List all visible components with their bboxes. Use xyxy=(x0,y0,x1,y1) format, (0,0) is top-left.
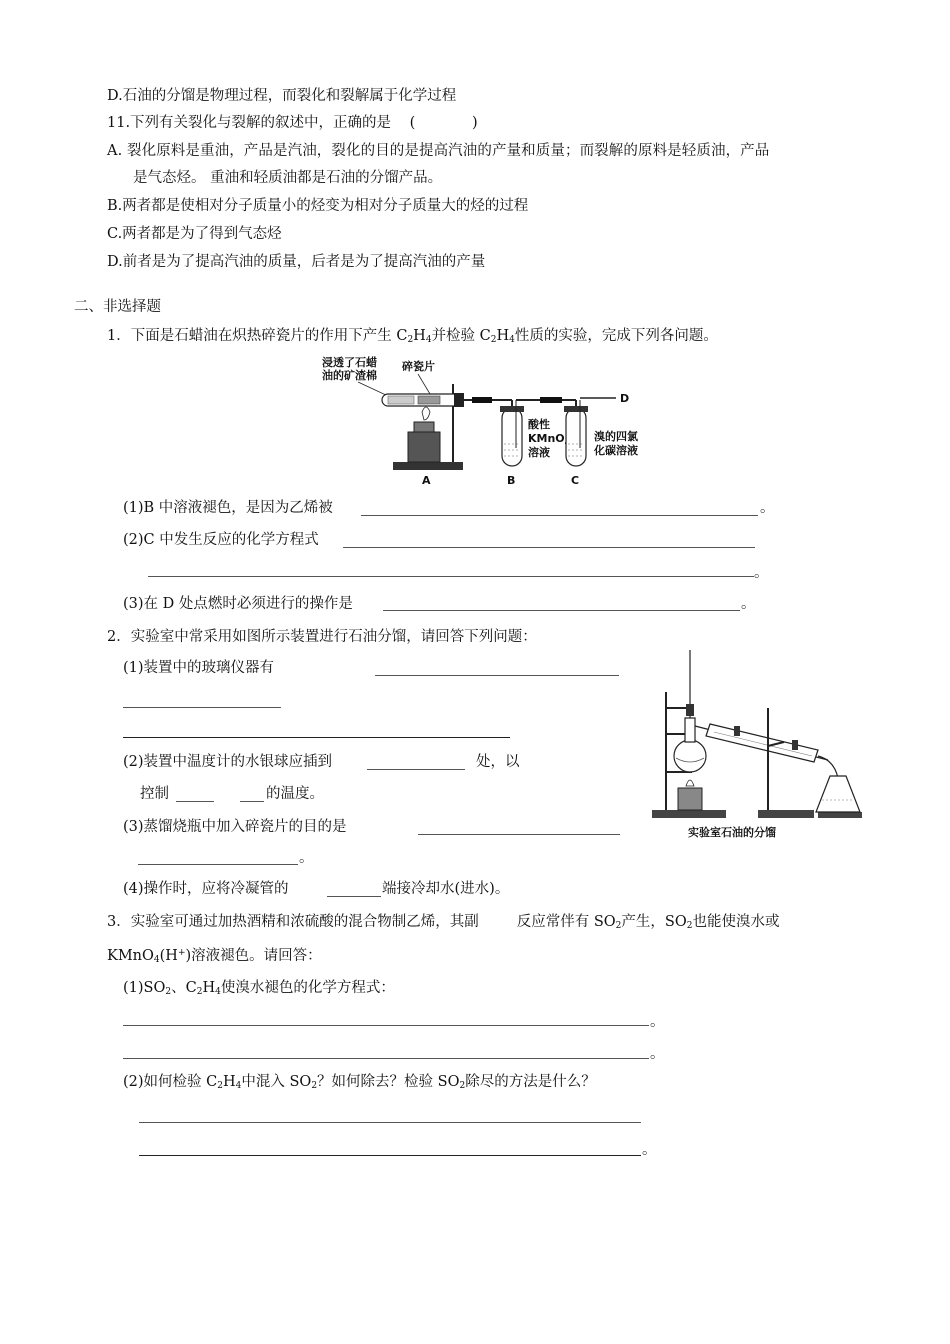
fig1-label-br-2: 化碳溶液 xyxy=(594,444,638,457)
p2-q4-end: 端接冷却水(进水)。 xyxy=(382,881,510,897)
section-title: 二、非选择题 xyxy=(74,299,161,315)
p3-sub: 2 xyxy=(615,921,622,931)
fig2-burner xyxy=(678,788,702,810)
fig2-caption: 实验室石油的分馏 xyxy=(688,826,776,839)
p3-q1-d: 使溴水褪色的化学方程式： xyxy=(220,980,395,996)
p1-stem-d: H xyxy=(496,328,510,344)
p1-stem-b: H xyxy=(413,328,426,344)
p3-sub: 2 xyxy=(196,987,203,997)
p3-stem-1d: 也能使溴水或 xyxy=(692,914,780,930)
p3-sub: 2 xyxy=(217,1081,223,1091)
fig1-tube-b xyxy=(502,408,522,466)
p1-q2-label: (2)C 中发生反应的化学方程式 xyxy=(123,532,319,548)
p3-stem-2b: (H xyxy=(159,948,178,964)
p3-stem-line2 xyxy=(107,943,322,970)
p2-q1-answer-blank-3[interactable] xyxy=(123,737,510,738)
p2-q1-label: (1)装置中的玻璃仪器有 xyxy=(123,660,275,676)
fig1-label-wool-1: 浸透了石蜡 xyxy=(322,356,377,369)
p1-q1-answer-blank[interactable] xyxy=(361,515,758,516)
p3-q1-c: H xyxy=(202,980,216,996)
q11-option-d: D.前者是为了提高汽油的质量，后者是为了提高汽油的产量 xyxy=(107,254,486,270)
p1-q3-label: (3)在 D 处点燃时必须进行的操作是 xyxy=(123,596,353,612)
p1-stem-e: 性质的实验，完成下列各问题。 xyxy=(514,328,718,344)
p3-sub: 4 xyxy=(215,987,221,997)
fig1-label-chips: 碎瓷片 xyxy=(402,360,435,373)
p2-q3-end: 。 xyxy=(299,850,314,866)
p1-q2-answer-blank-2[interactable] xyxy=(148,576,754,577)
p3-q1-b: 、C xyxy=(171,980,197,996)
p3-q2-c: 中混入 SO xyxy=(241,1074,312,1090)
p1-q2-end: 。 xyxy=(754,565,769,581)
p2-q1-answer-blank-2[interactable] xyxy=(123,707,281,708)
p1-sub: 2 xyxy=(490,335,497,345)
q11-option-a-line1: A. 裂化原料是重油，产品是汽油，裂化的目的是提高汽油的产量和质量；而裂解的原料是轻质油，产品 xyxy=(107,143,770,159)
p1-stem xyxy=(107,326,718,350)
p2-q2-mid: 处，以 xyxy=(476,754,520,770)
p1-sub: 4 xyxy=(509,335,515,345)
fig1-label-br-1: 溴的四氯 xyxy=(594,430,638,443)
p3-sub: 2 xyxy=(459,1081,466,1091)
p3-q1-end-2: 。 xyxy=(650,1046,665,1062)
q11-paren-close: ) xyxy=(471,115,478,131)
fig2-stand-base-right xyxy=(758,810,814,818)
fig1-label-a: A xyxy=(422,474,431,487)
p2-q4-label: (4)操作时，应将冷凝管的 xyxy=(123,881,289,897)
fig2-stand-base-left xyxy=(652,810,726,818)
p3-q2-e: 除尽的方法是什么？ xyxy=(465,1074,596,1090)
p3-stem-1b: 反应常伴有 SO xyxy=(516,914,616,930)
fig1-label-kmno4 xyxy=(528,432,571,447)
p2-q3-label: (3)蒸馏烧瓶中加入碎瓷片的目的是 xyxy=(123,819,347,835)
fig1-label-c: C xyxy=(571,474,580,487)
p2-q2-answer-blank-2[interactable] xyxy=(176,801,214,802)
q11-stem xyxy=(107,113,478,133)
p3-sup: + xyxy=(177,948,186,958)
p1-q3-answer-blank[interactable] xyxy=(383,610,740,611)
p3-stem-2a: KMnO xyxy=(107,948,154,964)
p2-q2-line2-a: 控制 xyxy=(140,786,169,802)
fig1-label-solution: 溶液 xyxy=(528,446,550,459)
p2-q3-answer-blank-1[interactable] xyxy=(418,834,620,835)
p2-q2-answer-blank-3[interactable] xyxy=(240,801,264,802)
p1-q1-end: 。 xyxy=(760,500,775,516)
p3-q2-a: (2)如何检验 C xyxy=(123,1074,218,1090)
fig1-label-d: D xyxy=(620,392,630,405)
p2-q3-answer-blank-2[interactable] xyxy=(138,864,298,865)
q11-paren-open: ( xyxy=(409,115,416,131)
fig2-condenser xyxy=(706,724,818,762)
p3-q2-label xyxy=(123,1072,596,1096)
p2-q1-answer-blank-1[interactable] xyxy=(375,675,619,676)
p3-q1-label xyxy=(123,978,395,1002)
ethylene-apparatus-figure xyxy=(318,352,658,487)
p3-stem-line1 xyxy=(107,912,779,936)
p2-q2-line2-b: 的温度。 xyxy=(266,786,324,802)
p3-sub: 4 xyxy=(153,955,160,965)
p1-q2-answer-blank-1[interactable] xyxy=(343,547,755,548)
p3-stem-1c: 产生，SO xyxy=(621,914,687,930)
p2-q4-answer-blank[interactable] xyxy=(327,896,381,897)
fig2-flask xyxy=(674,740,706,772)
q11-stem-text: 11.下列有关裂化与裂解的叙述中，正确的是 xyxy=(107,115,392,131)
distillation-apparatus-figure xyxy=(648,648,870,844)
p1-q1-label: (1)B 中溶液褪色，是因为乙烯被 xyxy=(123,500,333,516)
fig1-label-b: B xyxy=(507,474,516,487)
p3-sub: 2 xyxy=(165,987,172,997)
p1-q3-end: 。 xyxy=(741,596,756,612)
fig2-conical-flask xyxy=(816,776,860,812)
fig1-heater xyxy=(408,432,440,462)
p1-stem-c: 并检验 C xyxy=(431,328,491,344)
q11-option-a-line2: 是气态烃。 重油和轻质油都是石油的分馏产品。 xyxy=(133,170,443,186)
p1-sub: 4 xyxy=(425,335,432,345)
p3-sub: 4 xyxy=(235,1081,242,1091)
fig1-label-kmno4-main: KMnO xyxy=(528,432,565,445)
p3-q2-b: H xyxy=(222,1074,236,1090)
p3-q1-answer-blank-2[interactable] xyxy=(123,1058,649,1059)
p3-stem-1a: 3．实验室可通过加热酒精和浓硫酸的混合物制乙烯，其副 xyxy=(107,914,479,930)
p3-q1-a: (1)SO xyxy=(123,980,166,996)
fig1-label-acid: 酸性 xyxy=(528,418,550,431)
q11-option-c: C.两者都是为了得到气态烃 xyxy=(107,226,282,242)
fig1-tube-c xyxy=(566,408,586,466)
p1-sub: 2 xyxy=(407,335,414,345)
p3-q2-d: ？如何除去？检验 SO xyxy=(317,1074,460,1090)
q11-option-b: B.两者都是使相对分子质量小的烃变为相对分子质量大的烃的过程 xyxy=(107,198,529,214)
p3-q2-end: 。 xyxy=(642,1142,657,1158)
p2-stem: 2．实验室中常采用如图所示装置进行石油分馏，请回答下列问题： xyxy=(107,629,537,645)
p3-q1-end-1: 。 xyxy=(650,1014,665,1030)
p2-q2-label: (2)装置中温度计的水银球应插到 xyxy=(123,754,333,770)
p3-sub: 2 xyxy=(311,1081,318,1091)
fig1-label-wool-2: 油的矿渣棉 xyxy=(322,369,377,382)
q10-option-d: D.石油的分馏是物理过程，而裂化和裂解属于化学过程 xyxy=(107,88,457,104)
p2-q2-answer-blank-1[interactable] xyxy=(367,769,465,770)
p3-q2-answer-blank-2[interactable] xyxy=(139,1155,641,1156)
p3-sub: 2 xyxy=(686,921,693,931)
fig1-stand-base xyxy=(393,462,463,470)
p3-q1-answer-blank-1[interactable] xyxy=(123,1025,649,1026)
p3-stem-2d: )溶液褪色。请回答： xyxy=(185,948,322,964)
p3-q2-answer-blank-1[interactable] xyxy=(139,1122,641,1123)
p1-stem-a: 1．下面是石蜡油在炽热碎瓷片的作用下产生 C xyxy=(107,328,408,344)
